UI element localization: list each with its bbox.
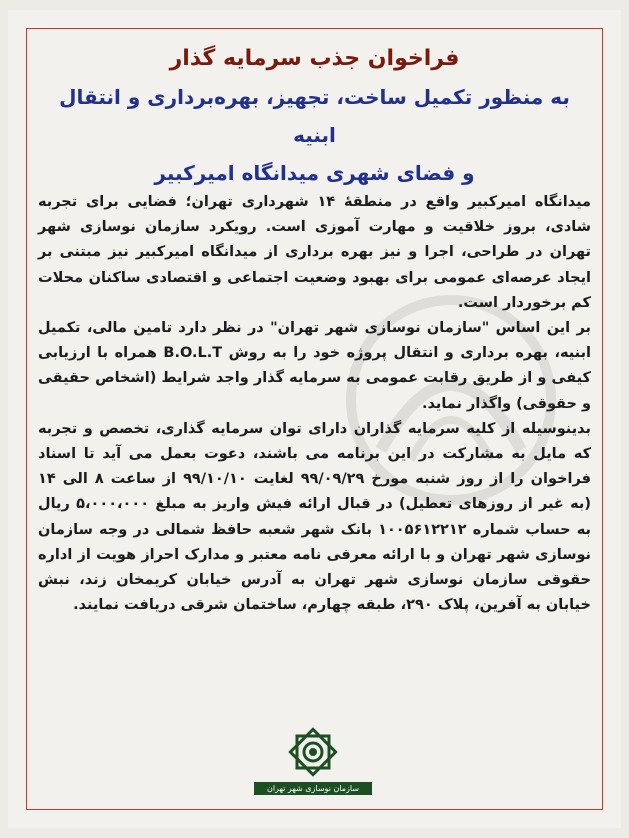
notice-subtitle-line-2: و فضای شهری میدانگاه امیرکبیر xyxy=(154,161,475,185)
newspaper-clipping xyxy=(8,10,621,828)
notice-body xyxy=(38,190,591,618)
notice-subtitle-line-1: به منظور تکمیل ساخت، تجهیز، بهره‌برداری و انتقال ابنیه xyxy=(59,85,570,147)
logo-caption: سازمان نوسازی شهر تهران xyxy=(254,782,372,795)
paragraph-intro: میدانگاه امیرکبیر واقع در منطقهٔ ۱۴ شهرداری تهران؛ فضایی برای تجربه شادی، بروز خلاقیت و مهارت آموزی است. رویکرد سازمان نوسازی شهر تهران در طراحی، اجرا و نیز بهره برداری از میدانگاه امیرکبیر نیز مبتنی بر ایجاد عرصه‌ای عمومی برای بهبود وضعیت اجتماعی و اقتصادی ساکنان محلات کم برخوردار است. xyxy=(38,194,591,311)
notice-header xyxy=(38,40,591,192)
paragraph-objective: بر این اساس "سازمان نوسازی شهر تهران" در نظر دارد تامین مالی، تکمیل ابنیه، بهره برداری و انتقال پروژه خود را به روش B.O.L.T همراه با ارزیابی کیفی و از طریق رقابت عمومی به سرمایه گذار واجد شرایط (اشخاص حقیقی و حقوقی) واگذار نماید. xyxy=(38,320,592,412)
renovation-organization-logo-icon xyxy=(285,724,341,780)
paragraph-invitation: بدینوسیله از کلیه سرمایه گذاران دارای توان سرمایه گذاری، تخصص و تجربه که مایل به مشارکت در این برنامه می باشند، دعوت بعمل می آید تا اسناد فراخوان را از روز شنبه مورخ ۹۹/۰۹/۲۹ لغایت ۹۹/۱۰/۱۰ از ساعت ۸ الی ۱۴ (به غیر از روزهای تعطیل) در قبال ارائه فیش واریز به مبلغ ۵،۰۰۰،۰۰۰ ریال به حساب شماره ۱۰۰۵۶۱۲۲۱۲ بانک شهر شعبه حافظ شمالی در وجه سازمان نوسازی شهر تهران و با ارائه معرفی نامه معتبر و مدارک احراز هویت از اداره حقوقی سازمان نوسازی شهر تهران به آدرس خیابان کریمخان زند، نبش خیابان به آفرین، پلاک ۲۹۰، طبقه چهارم، ساختمان شرقی دریافت نمایند. xyxy=(38,420,592,614)
notice-title: فراخوان جذب سرمایه گذار xyxy=(169,46,460,71)
organization-logo xyxy=(254,724,372,806)
